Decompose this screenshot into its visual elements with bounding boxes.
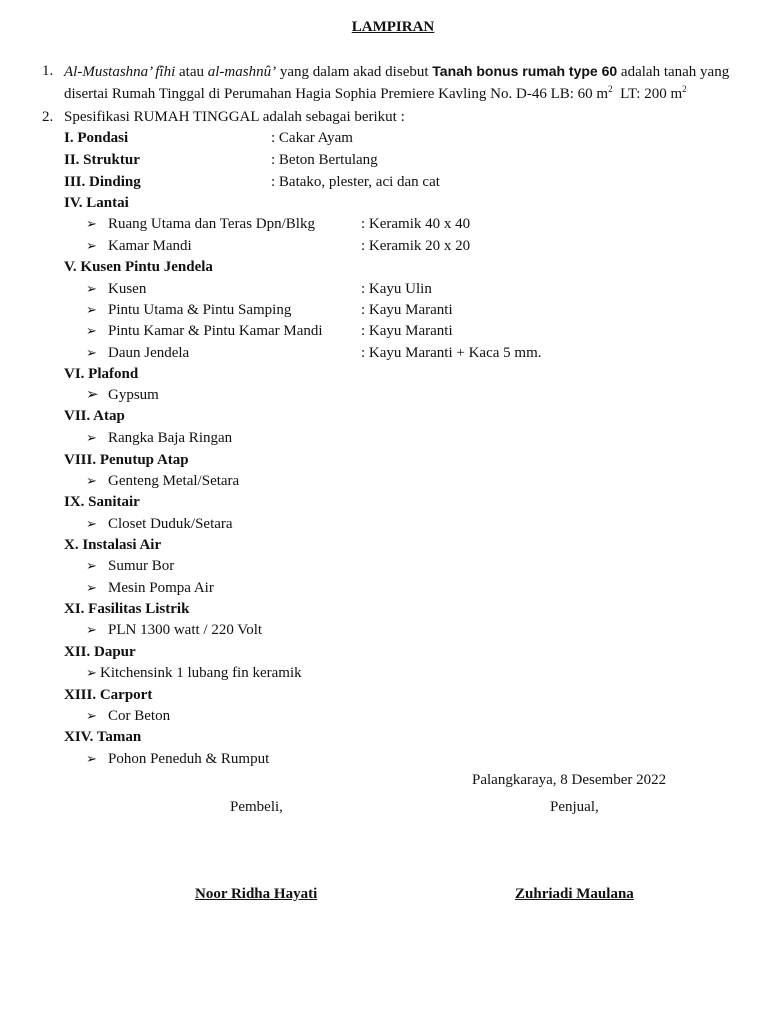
term-mashnu: al-mashnû’ — [207, 64, 277, 80]
bullet-arrow-icon: ➢ — [86, 430, 97, 445]
kusen-item-value: : Kayu Maranti — [361, 323, 453, 339]
seller-role: Penjual, — [550, 799, 599, 815]
lt-text: LT: 200 m — [620, 86, 683, 102]
bullet-arrow-icon: ➢ — [86, 302, 97, 317]
kusen-item-label: Pintu Kamar & Pintu Kamar Mandi — [108, 323, 323, 339]
kusen-item-value: : Kayu Maranti — [361, 302, 453, 318]
lb-superscript: 2 — [608, 84, 613, 94]
kusen-item-value: : Kayu Maranti + Kaca 5 mm. — [361, 345, 542, 361]
bullet-arrow-icon: ➢ — [86, 516, 97, 531]
spec-dapur-label: XII. Dapur — [64, 644, 136, 660]
buyer-name: Noor Ridha Hayati — [195, 886, 318, 902]
spec-dinding-label: III. Dinding — [64, 174, 141, 190]
page-title: LAMPIRAN — [351, 19, 435, 35]
sanitair-item: Closet Duduk/Setara — [108, 516, 233, 532]
kusen-item-label: Daun Jendela — [108, 345, 190, 361]
line-2-text: disertai Rumah Tinggal di Perumahan Hagia Sophia Premiere Kavling No. D-46 LB: 60 m — [64, 86, 609, 102]
bullet-arrow-icon: ➢ — [86, 751, 97, 766]
taman-item: Pohon Peneduh & Rumput — [108, 751, 270, 767]
spec-taman-label: XIV. Taman — [64, 729, 142, 745]
bullet-arrow-icon: ➢ — [86, 580, 97, 595]
spec-dinding-value: : Batako, plester, aci dan cat — [271, 174, 440, 190]
item-2-number: 2. — [42, 109, 54, 125]
listrik-item: PLN 1300 watt / 220 Volt — [108, 622, 263, 638]
lantai-item-value: : Keramik 20 x 20 — [361, 238, 471, 254]
dapur-item: Kitchensink 1 lubang fin keramik — [100, 665, 302, 681]
text-tail: adalah tanah yang — [620, 64, 730, 80]
bullet-arrow-icon: ➢ — [86, 216, 97, 231]
air-item: Mesin Pompa Air — [108, 580, 214, 596]
spec-lantai-label: IV. Lantai — [64, 195, 129, 211]
place-date: Palangkaraya, 8 Desember 2022 — [472, 772, 667, 788]
spec-sanitair-label: IX. Sanitair — [64, 494, 140, 510]
item-1-number: 1. — [42, 63, 54, 79]
spec-pondasi-value: : Cakar Ayam — [271, 130, 353, 146]
plafond-item: Gypsum — [108, 387, 159, 403]
term-mustashna: Al-Mustashna’ fîhi — [64, 64, 176, 80]
bullet-arrow-icon: ➢ — [86, 281, 97, 296]
spec-penutup-label: VIII. Penutup Atap — [64, 452, 189, 468]
kusen-item-value: : Kayu Ulin — [361, 281, 432, 297]
kusen-item-label: Pintu Utama & Pintu Samping — [108, 302, 292, 318]
lantai-item-value: : Keramik 40 x 40 — [361, 216, 471, 232]
lantai-item-label: Kamar Mandi — [108, 238, 192, 254]
spec-plafond-label: VI. Plafond — [64, 366, 139, 382]
carport-item: Cor Beton — [108, 708, 171, 724]
spec-atap-label: VII. Atap — [64, 408, 125, 424]
bullet-arrow-icon: ➢ — [86, 558, 97, 573]
item-2-text: Spesifikasi RUMAH TINGGAL adalah sebagai berikut : — [64, 109, 405, 125]
bullet-arrow-icon: ➢ — [86, 345, 97, 360]
spec-struktur-label: II. Struktur — [64, 152, 140, 168]
text-or: atau — [179, 64, 204, 80]
atap-item: Rangka Baja Ringan — [108, 430, 233, 446]
spec-air-label: X. Instalasi Air — [64, 537, 162, 553]
spec-pondasi-label: I. Pondasi — [64, 130, 129, 146]
text-mid: yang dalam akad disebut — [279, 64, 429, 80]
seller-name: Zuhriadi Maulana — [515, 886, 634, 902]
bullet-arrow-icon: ➢ — [86, 665, 97, 680]
penutup-item: Genteng Metal/Setara — [108, 473, 240, 489]
bullet-arrow-icon: ➢ — [86, 473, 97, 488]
item-1-line-2 — [64, 85, 687, 103]
kusen-item-label: Kusen — [108, 281, 147, 297]
bullet-arrow-icon: ➢ — [86, 238, 97, 253]
highlight-tanah-bonus: Tanah bonus rumah type 60 — [432, 63, 618, 79]
bullet-arrow-icon: ➢ — [86, 387, 99, 403]
lt-superscript: 2 — [682, 84, 687, 94]
buyer-role: Pembeli, — [230, 799, 283, 815]
bullet-arrow-icon: ➢ — [86, 323, 97, 338]
item-1-line-1 — [64, 62, 729, 81]
spec-carport-label: XIII. Carport — [64, 687, 153, 703]
spec-struktur-value: : Beton Bertulang — [271, 152, 378, 168]
spec-listrik-label: XI. Fasilitas Listrik — [64, 601, 190, 617]
lantai-item-label: Ruang Utama dan Teras Dpn/Blkg — [108, 216, 315, 232]
spec-kusen-label: V. Kusen Pintu Jendela — [64, 259, 213, 275]
bullet-arrow-icon: ➢ — [86, 708, 97, 723]
bullet-arrow-icon: ➢ — [86, 622, 97, 637]
air-item: Sumur Bor — [108, 558, 175, 574]
